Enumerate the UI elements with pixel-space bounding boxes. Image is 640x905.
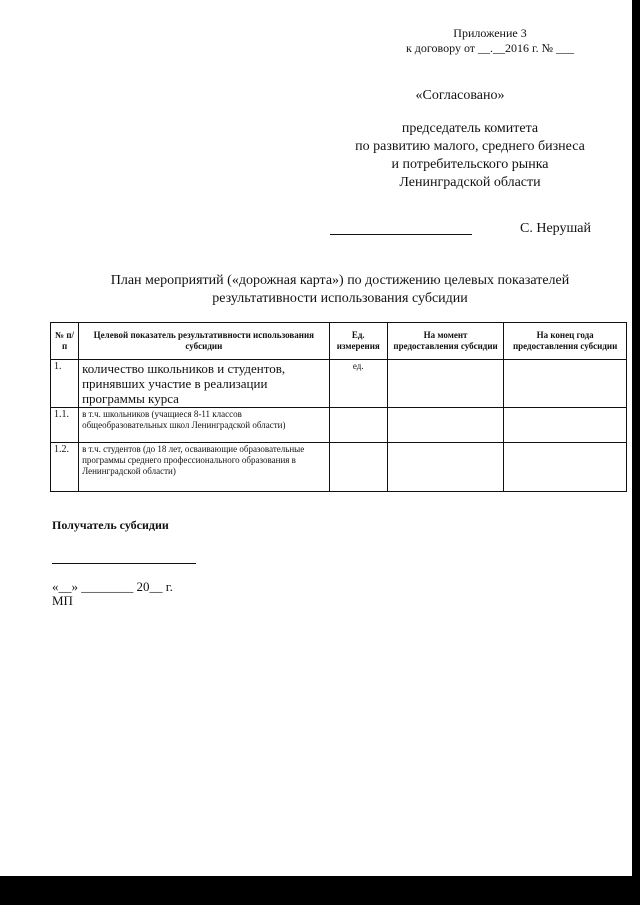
row-unit <box>329 443 387 492</box>
row-indicator: количество школьников и студентов, принявших участие в реализации программы курса <box>79 360 330 408</box>
appendix-header <box>380 26 600 56</box>
plan-title-line-2: результативности использования субсидии <box>212 291 468 306</box>
row-year-end <box>504 408 627 443</box>
approver-position <box>330 120 610 192</box>
indicators-table <box>50 322 627 492</box>
header-number: № п/п <box>51 323 79 360</box>
row-unit: ед. <box>329 360 387 408</box>
row-at-grant <box>387 360 503 408</box>
approver-line-2: по развитию малого, среднего бизнеса <box>355 139 585 154</box>
approval-stamp: «Согласовано» <box>415 88 505 103</box>
approver-signature-line <box>330 234 472 235</box>
approver-line-1: председатель комитета <box>401 121 539 136</box>
header-at-grant: На момент предоставления субсидии <box>387 323 503 360</box>
header-year-end: На конец года предоставления субсидии <box>504 323 627 360</box>
table-row <box>51 408 627 443</box>
row-year-end <box>504 443 627 492</box>
signature-date: «__» ________ 20__ г. <box>52 579 173 594</box>
row-indicator: в т.ч. студентов (до 18 лет, осваивающие образовательные программы среднего профессионального образования в Ленинградской области) <box>79 443 330 492</box>
recipient-signature-line <box>52 563 196 564</box>
table-row <box>51 360 627 408</box>
stamp-place: МП <box>52 593 73 608</box>
row-at-grant <box>387 408 503 443</box>
header-indicator: Целевой показатель результативности использования субсидии <box>79 323 330 360</box>
row-unit <box>329 408 387 443</box>
approver-line-3: и потребительского рынка <box>391 157 549 172</box>
row-at-grant <box>387 443 503 492</box>
approver-line-4: Ленинградской области <box>399 175 541 190</box>
row-number: 1.2. <box>51 443 79 492</box>
row-indicator: в т.ч. школьников (учащиеся 8-11 классов общеобразовательных школ Ленинградской области) <box>79 408 330 443</box>
row-number: 1. <box>51 360 79 408</box>
row-year-end <box>504 360 627 408</box>
plan-title-line-1: План мероприятий («дорожная карта») по достижению целевых показателей <box>110 273 570 288</box>
table-header-row <box>51 323 627 360</box>
recipient-label: Получатель субсидии <box>52 518 169 532</box>
contract-reference: к договору от __.__2016 г. № ___ <box>405 41 575 55</box>
row-number: 1.1. <box>51 408 79 443</box>
appendix-title: Приложение 3 <box>453 26 527 40</box>
header-unit: Ед. измерения <box>329 323 387 360</box>
approver-name: С. Нерушай <box>520 221 591 236</box>
plan-title <box>60 272 620 308</box>
table-row <box>51 443 627 492</box>
